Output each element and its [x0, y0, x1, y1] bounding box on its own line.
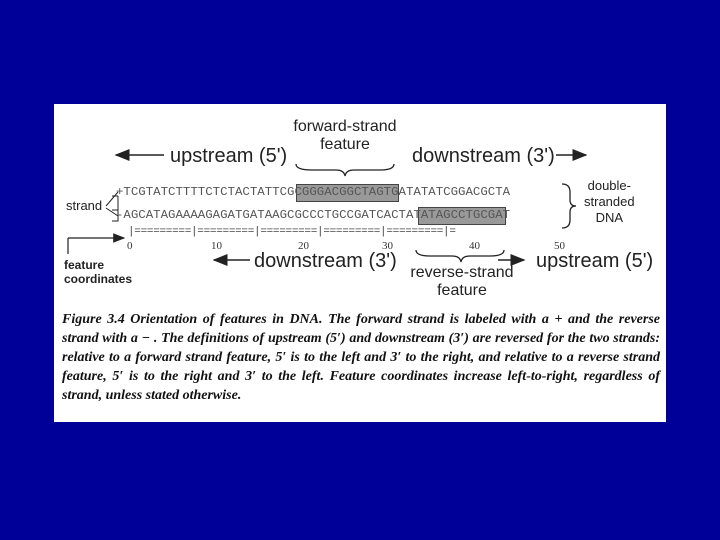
bottom-downstream-label: downstream (3')	[254, 250, 397, 272]
reverse-strand-sequence: -AGCATAGAAAAGAGATGATAAGCGCCCTGCCGATCACTATATAGCCTGCGAT	[116, 208, 511, 222]
bottom-upstream-label: upstream (5')	[536, 250, 654, 272]
tick-0: 0	[127, 240, 133, 252]
figure-caption	[62, 310, 660, 405]
figure-label: Figure 3.4	[62, 312, 125, 327]
coordinate-ruler: |=========|=========|=========|=========|=========|=	[128, 226, 456, 238]
tick-30: 30	[382, 240, 393, 252]
double-stranded-dna-label: double- stranded DNA	[584, 178, 635, 225]
forward-strand-sequence: +TCGTATCTTTTCTCTACTATTCGCGGGACGGCTAGTGATATATCGGACGCTA	[116, 185, 511, 199]
tick-40: 40	[469, 240, 480, 252]
top-upstream-label: upstream (5')	[170, 145, 288, 167]
figure-panel	[54, 104, 666, 422]
forward-feature-brace	[296, 164, 394, 176]
tick-20: 20	[298, 240, 309, 252]
feature-coordinates-label: feature coordinates	[64, 258, 133, 286]
reverse-feature-brace	[416, 250, 504, 262]
strand-label: strand	[66, 198, 103, 213]
caption-text: Orientation of features in DNA. The forward strand is labeled with a + and the reverse strand with a − . The definitions of upstream (5′) and downstream (3′) are reversed for the two strands: relative to a forward strand feature, 5′ is to the left and 3′ to the right, and relative to a reverse strand feature, 5′ is to the right and 3′ to the left. Feature coordinates increase left-to-right, regardless of strand, unless stated otherwise.	[62, 312, 660, 403]
forward-feature-label: forward-strand feature	[293, 118, 397, 153]
tick-10: 10	[211, 240, 222, 252]
tick-50: 50	[554, 240, 565, 252]
dna-brace	[562, 184, 576, 228]
reverse-feature-label: reverse-strand feature	[410, 264, 514, 299]
top-downstream-label: downstream (3')	[412, 145, 555, 167]
